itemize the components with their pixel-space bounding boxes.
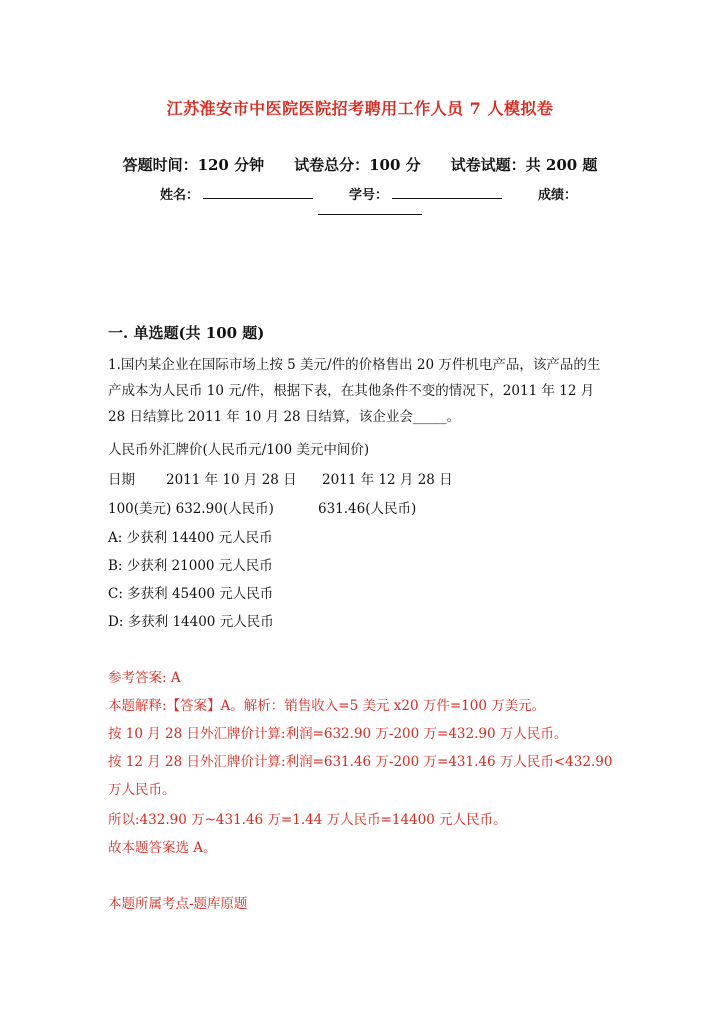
answer-line: 按 12 月 28 日外汇牌价计算:利润=631.46 万-200 万=431.46 万人民币<432.90 bbox=[108, 754, 613, 770]
table-cell bbox=[108, 497, 318, 517]
table-title: 人民币外汇牌价(人民币元/100 美元中间价) bbox=[108, 442, 370, 458]
exam-title: 江苏淮安市中医院医院招考聘用工作人员 7 人模拟卷 bbox=[166, 99, 554, 118]
option-c[interactable]: C: 多获利 45400 元人民币 bbox=[108, 586, 274, 602]
id-blank[interactable] bbox=[392, 186, 502, 199]
table-cell-value: 632.90(人民币) bbox=[175, 501, 274, 517]
exam-total-score: 试卷总分：100 分 bbox=[294, 156, 421, 174]
option-a[interactable]: A: 少获利 14400 元人民币 bbox=[108, 530, 273, 546]
table-header bbox=[108, 468, 453, 488]
name-label: 姓名： bbox=[160, 188, 200, 203]
table-cell-unit: 100(美元) bbox=[108, 501, 172, 517]
option-d[interactable]: D: 多获利 14400 元人民币 bbox=[108, 614, 274, 630]
exam-total-questions: 试卷试题：共 200 题 bbox=[450, 156, 598, 174]
answer-line: 按 10 月 28 日外汇牌价计算:利润=632.90 万-200 万=432.90 万人民币。 bbox=[108, 726, 568, 742]
name-blank[interactable] bbox=[203, 186, 313, 199]
option-b[interactable]: B: 少获利 21000 元人民币 bbox=[108, 558, 273, 574]
exam-time: 答题时间：120 分钟 bbox=[122, 156, 265, 174]
score-label: 成绩： bbox=[538, 188, 578, 203]
table-header-cell: 2011 年 12 月 28 日 bbox=[322, 472, 453, 488]
answer-label: 参考答案: A bbox=[108, 670, 181, 686]
id-label: 学号： bbox=[349, 188, 389, 203]
answer-line: 故本题答案选 A。 bbox=[108, 840, 217, 856]
footer-note: 本题所属考点-题库原题 bbox=[108, 896, 248, 912]
table-cell: 631.46(人民币) bbox=[318, 501, 417, 517]
question-text: 1.国内某企业在国际市场上按 5 美元/件的价格售出 20 万件机电产品，该产品的生产成本为人民币 10 元/件，根据下表，在其他条件不变的情况下，2011 年 12 月 28 日结算比 2011 年 10 月 28 日结算，该企业会_____。 bbox=[108, 357, 601, 425]
table-header-cell: 2011 年 10 月 28 日 bbox=[166, 472, 297, 488]
answer-line: 所以:432.90 万~431.46 万=1.44 万人民币=14400 元人民币。 bbox=[108, 812, 507, 828]
section-title: 一. 单选题(共 100 题) bbox=[108, 324, 265, 342]
table-header-cell: 日期 bbox=[108, 472, 135, 488]
exam-meta bbox=[0, 154, 720, 175]
score-blank[interactable] bbox=[318, 200, 422, 215]
answer-line: 万人民币。 bbox=[108, 782, 176, 798]
answer-line: 本题解释:【答案】A。解析：销售收入=5 美元 x20 万件=100 万美元。 bbox=[108, 698, 546, 714]
table-row bbox=[108, 497, 416, 517]
